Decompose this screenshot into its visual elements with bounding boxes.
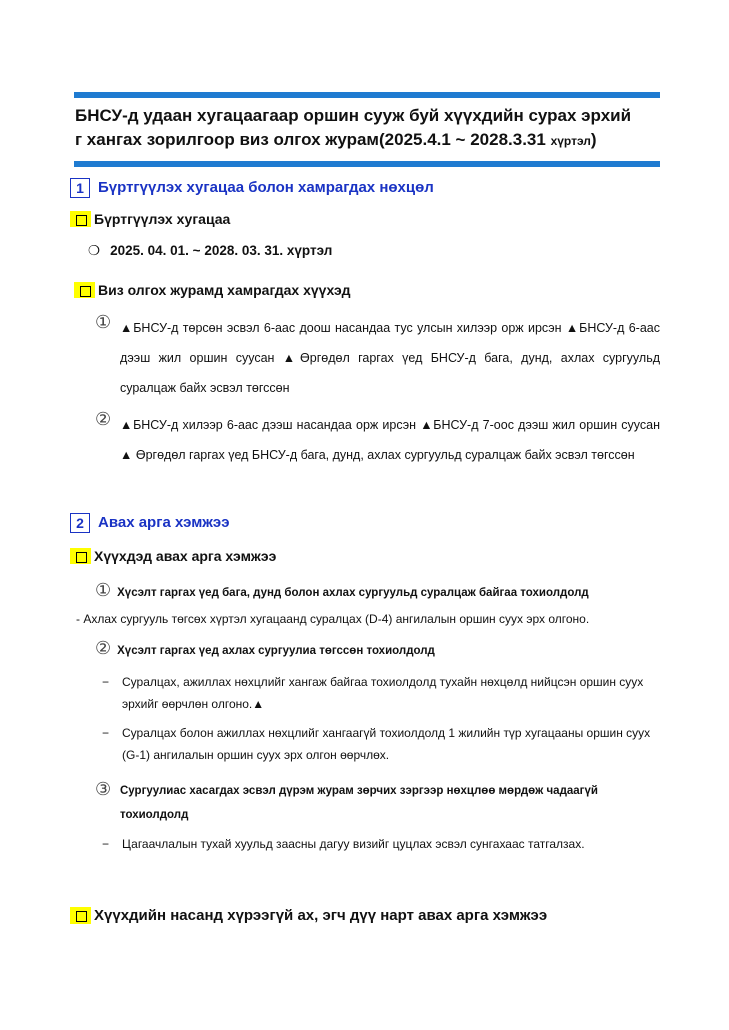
- measure-1: ① Хүсэлт гаргах үед бага, дунд болон ахлах сургуульд суралцаж байгаа тохиолдолд: [95, 580, 589, 600]
- measure-3: ③ Сургуулиас хасагдах эсвэл дүрэм журам зөрчих зэргээр нөхцлөө мөрдөж чадаагүй тохиолдолд: [95, 779, 598, 821]
- checkbox-square-icon: [76, 552, 87, 563]
- registration-period-heading: Бүртгүүлэх хугацаа: [70, 211, 230, 227]
- circle-bullet-icon: ❍: [88, 243, 101, 258]
- eligible-item-2-text: ▲БНСУ-д хилээр 6-аас дээш насандаа орж ирсэн ▲БНСУ-д 7-оос дээш жил оршин суусан ▲ Өргөдөл гаргах үед БНСУ-д бага, дунд, ахлах сургуульд суралцаж байх эсвэл төгссөн: [120, 418, 660, 462]
- measure-1-text: - Ахлах сургууль төгсөх хүртэл хугацаанд суралцах (D-4) ангилалын оршин суух эрх олгоно.: [76, 612, 590, 626]
- measure-2-item-b: − Суралцах болон ажиллах нөхцлийг хангаагүй тохиолдолд 1 жилийн түр хугацааны оршин суух (G-1) ангилалын оршин суух эрх олгон өөрчлөх.: [102, 726, 651, 762]
- title-line-2: г хангах зорилгоор виз олгох журам(2025.4.1 ~ 2028.3.31 хүртэл): [75, 130, 597, 149]
- page-title: [75, 104, 665, 153]
- checkbox-square-icon: [76, 911, 87, 922]
- item-number-2: ②: [95, 409, 112, 429]
- measure-number-3: ③: [95, 779, 112, 799]
- highlight-box: [70, 548, 91, 564]
- highlight-box: [70, 907, 91, 924]
- item-number-1: ①: [95, 312, 112, 332]
- section-1-heading: 1 Бүртгүүлэх хугацаа болон хамрагдах нөхцөл: [70, 178, 434, 198]
- highlight-box: [70, 211, 91, 227]
- checkbox-square-icon: [76, 215, 87, 226]
- siblings-measures-heading: Хүүхдийн насанд хүрээгүй ах, эгч дүү нарт авах арга хэмжээ: [70, 907, 547, 924]
- title-bottom-rule: [74, 161, 660, 167]
- measure-number-2: ②: [95, 638, 112, 658]
- section-2-heading: 2 Авах арга хэмжээ: [70, 513, 230, 533]
- measure-3-item-a: − Цагаачлалын тухай хуульд заасны дагуу визийг цуцлах эсвэл сунгахаас татгалзах.: [102, 837, 585, 851]
- section-2-number: 2: [70, 513, 90, 533]
- child-measures-heading: Хүүхдэд авах арга хэмжээ: [70, 548, 276, 564]
- registration-period: ❍ 2025. 04. 01. ~ 2028. 03. 31. хүртэл: [88, 243, 333, 258]
- checkbox-square-icon: [80, 286, 91, 297]
- highlight-box: [74, 282, 95, 298]
- measure-2: ② Хүсэлт гаргах үед ахлах сургуулиа төгссөн тохиолдолд: [95, 638, 435, 658]
- measure-2-item-a: − Суралцах, ажиллах нөхцлийг хангаж байгаа тохиолдолд тухайн нөхцөлд нийцсэн оршин суух эрхийг өөрчлөн олгоно.▲: [102, 675, 644, 711]
- section-1-number: 1: [70, 178, 90, 198]
- eligible-children-heading: Виз олгох журамд хамрагдах хүүхэд: [74, 282, 351, 298]
- measure-number-1: ①: [95, 580, 112, 600]
- eligible-item-1-text: ▲БНСУ-д төрсөн эсвэл 6-аас доош насандаа тус улсын хилээр орж ирсэн ▲БНСУ-д 6-аас дээш жил оршин суусан ▲Өргөдөл гаргах үед БНСУ-д бага, дунд, ахлах сургуульд суралцаж байх эсвэл төгссөн: [120, 321, 660, 395]
- title-top-rule: [74, 92, 660, 98]
- title-line-1: БНСУ-д удаан хугацаагаар оршин сууж буй хүүхдийн сурах эрхий: [75, 106, 632, 125]
